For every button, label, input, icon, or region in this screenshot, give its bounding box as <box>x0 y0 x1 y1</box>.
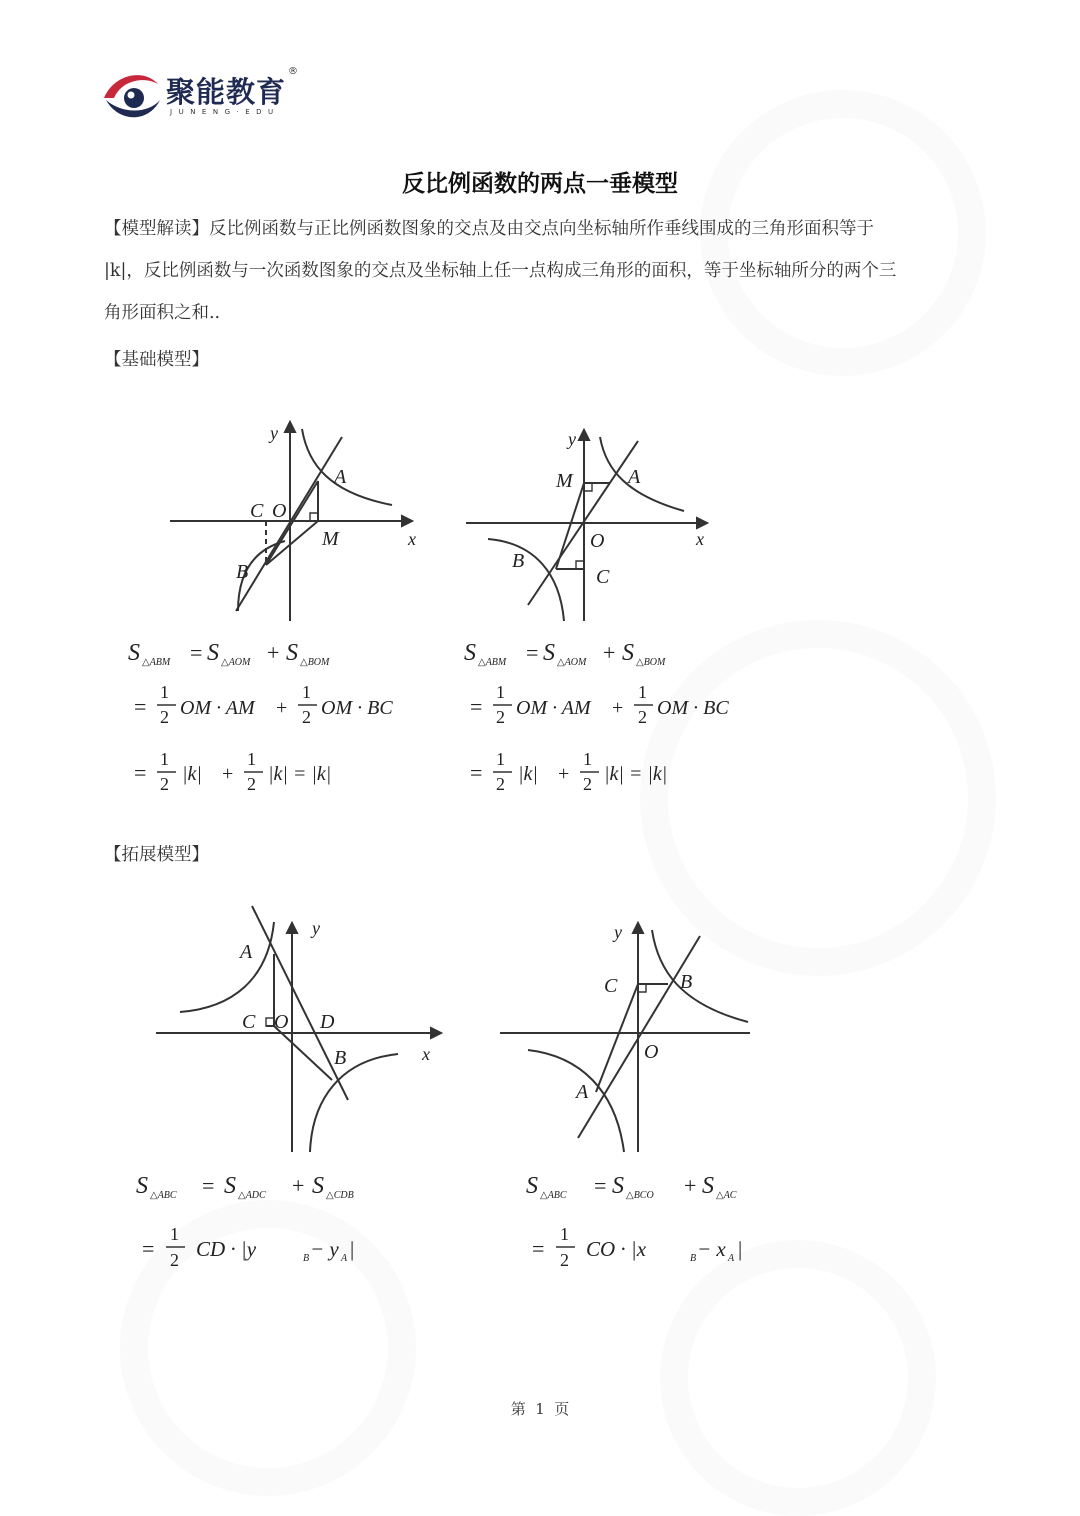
svg-text:S: S <box>464 640 476 666</box>
label-m: M <box>556 470 573 492</box>
svg-text:+: + <box>292 1173 305 1198</box>
logo-name: 聚能教育 <box>166 75 287 109</box>
svg-text:△BOM: △BOM <box>300 657 330 668</box>
label-a: A <box>628 466 641 488</box>
logo <box>100 62 310 126</box>
label-y: y <box>270 423 278 443</box>
label-b: B <box>236 561 249 583</box>
svg-text:y: y <box>568 429 576 449</box>
model-reading-line-3: 角形面积之和.. <box>104 303 221 323</box>
svg-text:y: y <box>312 918 320 938</box>
model-reading-line-2: |k|，反比例函数与一次函数图象的交点及坐标轴上任一点构成三角形的面积，等于坐标轴所分的两个三 <box>104 261 897 281</box>
svg-text:=: = <box>142 1236 155 1261</box>
svg-text:OM · BC: OM · BC <box>657 697 729 719</box>
svg-text:2: 2 <box>583 774 592 794</box>
figure-1 <box>120 415 440 805</box>
label-x: x <box>408 529 416 549</box>
svg-text:=: = <box>470 760 483 785</box>
svg-text:|k| = |k|: |k| = |k| <box>268 763 332 785</box>
svg-text:=: = <box>470 694 483 719</box>
figure-2 <box>460 415 780 805</box>
svg-text:|: | <box>738 1237 743 1261</box>
svg-text:△ABM: △ABM <box>142 657 171 668</box>
formula-4 <box>526 1173 742 1270</box>
label-o: O <box>590 530 605 552</box>
label-c: C <box>596 566 610 588</box>
svg-text:2: 2 <box>302 707 311 727</box>
svg-text:|k| = |k|: |k| = |k| <box>604 763 668 785</box>
svg-text:S: S <box>702 1173 714 1199</box>
logo-registered-mark: ® <box>288 66 298 77</box>
svg-text:+: + <box>612 697 624 719</box>
svg-text:+: + <box>267 640 280 665</box>
svg-text:1: 1 <box>560 1224 569 1244</box>
svg-text:1: 1 <box>583 749 592 769</box>
x-axis-arrow <box>402 516 412 526</box>
svg-text:1: 1 <box>160 682 169 702</box>
svg-text:S: S <box>207 640 219 666</box>
svg-text:S: S <box>128 640 140 666</box>
svg-text:+: + <box>276 697 288 719</box>
svg-text:S: S <box>526 1173 538 1199</box>
logo-eye-icon <box>100 64 164 124</box>
svg-text:OM · AM: OM · AM <box>180 697 255 719</box>
page-title: 反比例函数的两点一垂模型 <box>402 171 678 197</box>
svg-text:△ABC: △ABC <box>540 1190 567 1201</box>
svg-text:△AC: △AC <box>716 1190 737 1201</box>
page-number: 第 1 页 <box>510 1400 570 1418</box>
svg-text:1: 1 <box>302 682 311 702</box>
svg-text:=: = <box>594 1173 607 1198</box>
formula-3 <box>136 1173 354 1270</box>
svg-text:=: = <box>202 1173 215 1198</box>
svg-text:S: S <box>286 640 298 666</box>
svg-text:2: 2 <box>638 707 647 727</box>
hyperbola-branch-upper <box>600 437 684 511</box>
y-axis-arrow <box>285 422 295 432</box>
svg-text:2: 2 <box>170 1250 179 1270</box>
x-axis-arrow <box>697 518 707 528</box>
svg-text:2: 2 <box>496 774 505 794</box>
label-b: B <box>680 971 693 993</box>
svg-text:△ABC: △ABC <box>150 1190 177 1201</box>
svg-text:CD · |y: CD · |y <box>196 1237 257 1261</box>
svg-text:2: 2 <box>160 707 169 727</box>
svg-text:△AOM: △AOM <box>221 657 251 668</box>
svg-text:S: S <box>543 640 555 666</box>
svg-text:△BCO: △BCO <box>626 1190 654 1201</box>
formula-2 <box>464 640 729 794</box>
hyperbola-branch-lower <box>310 1054 398 1152</box>
svg-text:A: A <box>728 1253 735 1264</box>
figure-3 <box>136 900 460 1285</box>
label-a: A <box>334 466 347 488</box>
svg-text:1: 1 <box>496 682 505 702</box>
svg-text:B: B <box>690 1253 697 1264</box>
model-reading-label: 【模型解读】 <box>104 219 209 239</box>
y-axis-arrow <box>579 430 589 440</box>
label-c: C <box>242 1011 256 1033</box>
svg-text:B: B <box>303 1253 310 1264</box>
svg-text:S: S <box>136 1173 148 1199</box>
svg-text:+: + <box>603 640 616 665</box>
svg-text:=: = <box>532 1236 545 1261</box>
svg-text:2: 2 <box>496 707 505 727</box>
svg-text:S: S <box>612 1173 624 1199</box>
svg-text:|k|: |k| <box>182 763 202 785</box>
hyperbola-branch-lower <box>488 539 564 621</box>
label-a: A <box>576 1081 589 1103</box>
hyperbola-branch-upper <box>180 922 274 1012</box>
svg-text:1: 1 <box>638 682 647 702</box>
label-c: C <box>604 975 618 997</box>
svg-text:+: + <box>684 1173 697 1198</box>
svg-text:y: y <box>614 922 622 942</box>
svg-text:△BOM: △BOM <box>636 657 666 668</box>
svg-text:2: 2 <box>560 1250 569 1270</box>
svg-text:OM · BC: OM · BC <box>321 697 393 719</box>
svg-text:+: + <box>558 763 570 785</box>
svg-text:2: 2 <box>160 774 169 794</box>
label-b: B <box>512 550 525 572</box>
basic-model-heading: 【基础模型】 <box>104 350 209 370</box>
line-ab <box>252 906 348 1100</box>
svg-text:△ABM: △ABM <box>478 657 507 668</box>
svg-text:S: S <box>224 1173 236 1199</box>
svg-text:x: x <box>422 1044 430 1064</box>
svg-text:1: 1 <box>170 1224 179 1244</box>
svg-text:=: = <box>134 694 147 719</box>
svg-text:− x: − x <box>697 1237 726 1261</box>
svg-text:=: = <box>526 640 539 665</box>
svg-text:|: | <box>350 1237 355 1261</box>
label-o: O <box>272 500 287 522</box>
svg-text:S: S <box>312 1173 324 1199</box>
logo-subtitle: JUNENG·EDU <box>170 108 280 116</box>
svg-text:△ADC: △ADC <box>238 1190 266 1201</box>
svg-text:△CDB: △CDB <box>326 1190 354 1201</box>
label-c: C <box>250 500 264 522</box>
extended-model-heading: 【拓展模型】 <box>104 845 209 865</box>
label-o: O <box>644 1041 659 1063</box>
svg-text:1: 1 <box>247 749 256 769</box>
label-m: M <box>322 528 339 550</box>
label-b: B <box>334 1047 347 1069</box>
label-o: O <box>274 1011 289 1033</box>
svg-text:+: + <box>222 763 234 785</box>
svg-text:CO · |x: CO · |x <box>586 1237 647 1261</box>
svg-text:|k|: |k| <box>518 763 538 785</box>
svg-text:=: = <box>190 640 203 665</box>
svg-text:1: 1 <box>160 749 169 769</box>
svg-text:2: 2 <box>247 774 256 794</box>
model-reading-line-1: 【模型解读】反比例函数与正比例函数图象的交点及由交点向坐标轴所作垂线围成的三角形面积等于 <box>104 219 874 239</box>
label-d: D <box>320 1011 335 1033</box>
formula-1 <box>128 640 393 794</box>
hyperbola-branch-upper <box>652 930 748 1022</box>
svg-text:x: x <box>696 529 704 549</box>
svg-text:△AOM: △AOM <box>557 657 587 668</box>
svg-text:OM · AM: OM · AM <box>516 697 591 719</box>
svg-text:A: A <box>341 1253 348 1264</box>
hyperbola-branch-upper <box>302 429 392 505</box>
figure-4 <box>500 900 770 1285</box>
svg-text:=: = <box>134 760 147 785</box>
svg-text:1: 1 <box>496 749 505 769</box>
model-reading <box>104 208 984 334</box>
svg-text:S: S <box>622 640 634 666</box>
svg-text:− y: − y <box>310 1237 339 1261</box>
label-a: A <box>240 941 253 963</box>
right-angle-mark <box>310 513 318 521</box>
